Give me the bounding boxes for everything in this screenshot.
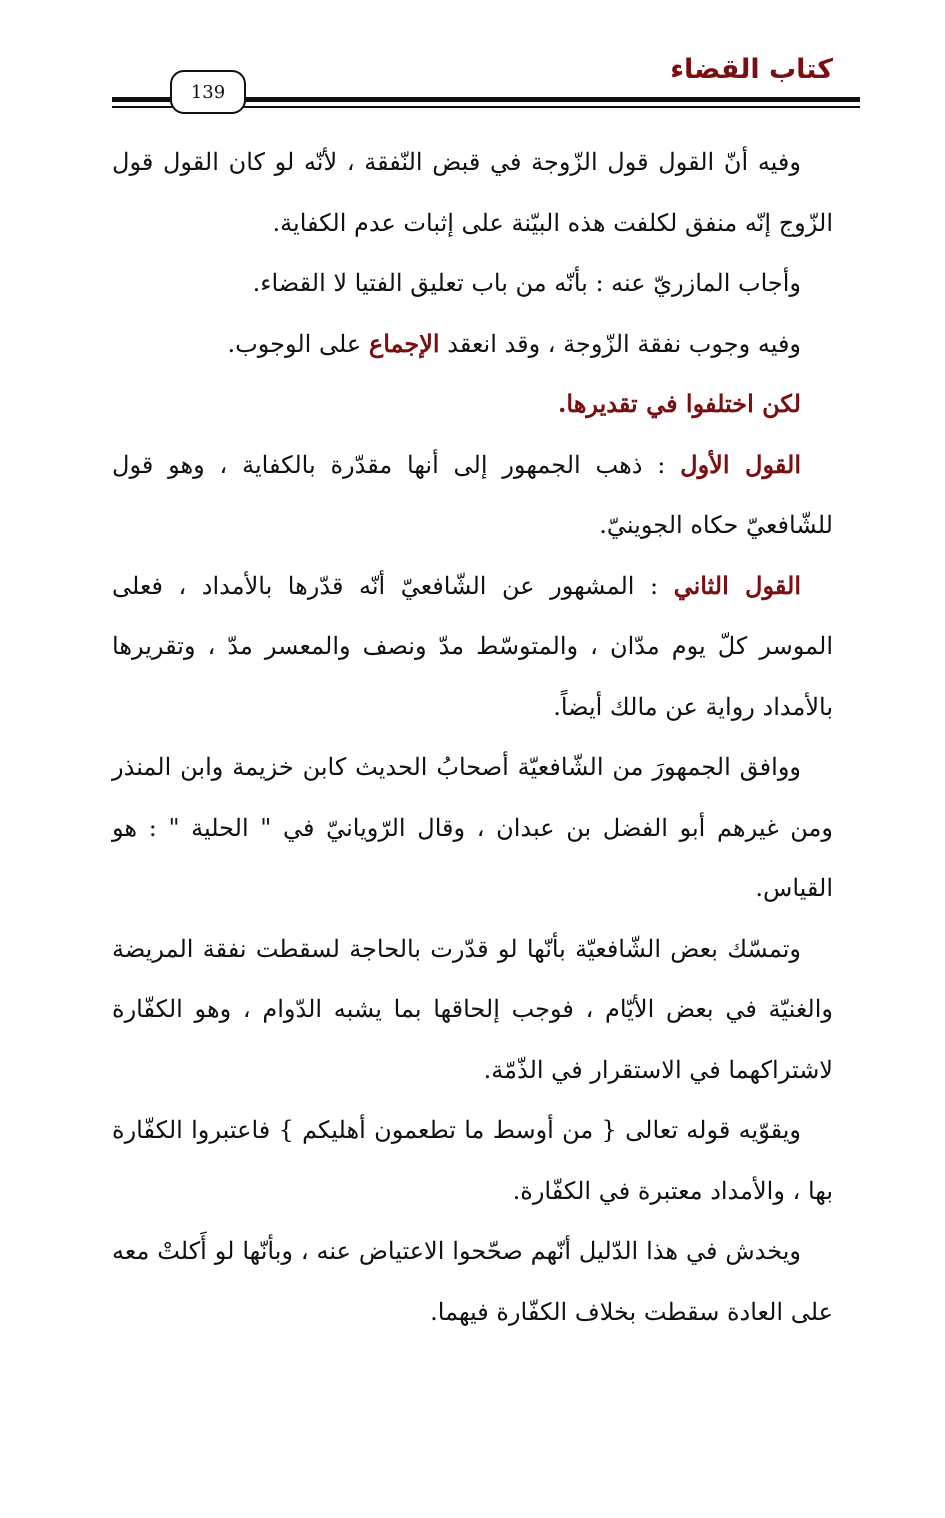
- book-title: كتاب القضاء: [670, 54, 833, 85]
- paragraph-text: ووافق الجمهورَ من الشّافعيّة أصحابُ الحديث كابن خزيمة وابن المنذر ومن غيرهم أبو الفضل بن عبدان ، وقال الرّويانيّ في " الحلية " : هو القياس.: [112, 753, 833, 902]
- paragraph-text: وفيه أنّ القول قول الزّوجة في قبض النّفقة ، لأنّه لو كان القول قول الزّوج إنّه منفق لكلفت هذه البيّنة على إثبات عدم الكفاية.: [112, 148, 833, 237]
- paragraph-3: [112, 314, 833, 375]
- paragraph-6: [112, 556, 833, 738]
- paragraph-text: ويخدش في هذا الدّليل أنّهم صحّحوا الاعتياض عنه ، وبأنّها لو أَكلتْ معه على العادة سقطت بخلاف الكفّارة فيهما.: [112, 1237, 833, 1326]
- paragraph-text-after: : المشهور عن الشّافعيّ أنّه قدّرها بالأمداد ، فعلى الموسر كلّ يوم مدّان ، والمتوسّط مدّ ونصف والمعسر مدّ ، وتقريرها بالأمداد رواية عن مالك أيضاً.: [112, 571, 833, 721]
- paragraph-text: وأجاب المازريّ عنه : بأنّه من باب تعليق الفتيا لا القضاء.: [252, 269, 801, 297]
- highlighted-term-ijma: الإجماع: [368, 328, 440, 358]
- paragraph-5: [112, 435, 833, 556]
- paragraph-2: [112, 253, 833, 314]
- paragraph-7: [112, 737, 833, 919]
- paragraph-text: وتمسّك بعض الشّافعيّة بأنّها لو قدّرت بالحاجة لسقطت نفقة المريضة والغنيّة في بعض الأيّام ، فوجب إلحاقها بما يشبه الدّوام ، وهو الكفّارة لاشتراكهما في الاستقرار في الذّمّة.: [112, 934, 833, 1084]
- page-number: 139: [170, 70, 246, 114]
- paragraph-text-after: على الوجوب.: [227, 329, 369, 358]
- paragraph-text: ويقوّيه قوله تعالى { من أوسط ما تطعمون أهليكم } فاعتبروا الكفّارة بها ، والأمداد معتبرة في الكفّارة.: [112, 1116, 833, 1205]
- page-header: [0, 0, 945, 140]
- paragraph-text-after: : ذهب الجمهور إلى أنها مقدّرة بالكفاية ، وهو قول للشّافعيّ حكاه الجوينيّ.: [112, 450, 833, 539]
- paragraph-10: [112, 1221, 833, 1342]
- highlighted-second-opinion: القول الثاني: [673, 570, 801, 600]
- paragraph-9: [112, 1100, 833, 1221]
- paragraph-1: [112, 132, 833, 253]
- page-body: [112, 132, 833, 1342]
- paragraph-4: [112, 374, 833, 435]
- paragraph-text-before: وفيه وجوب نفقة الزّوجة ، وقد انعقد: [439, 329, 801, 358]
- highlighted-heading-disagreement: لكن اختلفوا في تقديرها.: [558, 389, 801, 418]
- paragraph-8: [112, 919, 833, 1101]
- highlighted-first-opinion: القول الأول: [680, 449, 801, 479]
